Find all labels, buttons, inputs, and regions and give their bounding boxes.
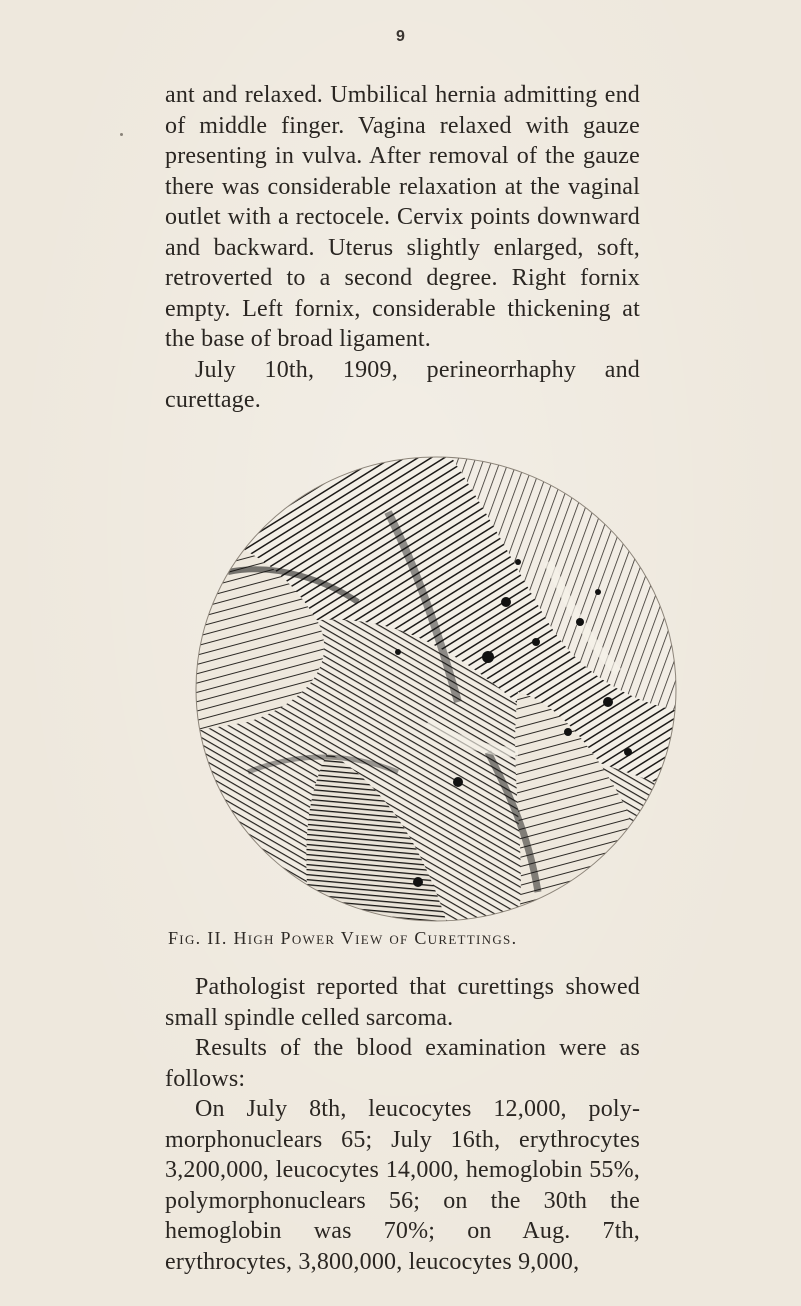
figure-caption-title: High Power View of Curettings. [233,928,518,948]
figure-caption [168,928,668,949]
paragraph-operation-date: July 10th, 1909, perineorrhaphy and curettage. [165,356,640,413]
paragraph-pathology-report: Pathologist reported that curettings showed small spindle celled sarcoma. [165,974,640,1031]
paragraph-blood-results-intro: Results of the blood examination were as follows: [165,1035,640,1092]
micrograph-figure [188,452,684,926]
figure-caption-label: Fig. II. [168,928,228,948]
micrograph-image [188,452,684,926]
paragraph-blood-results: On July 8th, leucocytes 12,000, polymorphonuclears 65; July 16th, erythrocytes 3,200,000, leucocytes 14,000, hemoglobin 55%, polymorphonuclears 56; on the 30th the hemoglobin was 70%; on Aug. 7th, erythrocytes, 3,800,000, leucocytes 9,000, [165,1096,640,1275]
upper-text-block [165,80,640,416]
margin-mark [120,133,123,136]
page-number: 9 [396,28,405,45]
lower-text-block [165,972,640,1277]
paragraph-case-findings: ant and relaxed. Umbilical hernia admitting end of middle finger. Vagina relaxed with gauze presenting in vulva. After removal of the gauze there was considerable relaxation at the vaginal outlet with a rectocele. Cervix points downward and backward. Uterus slightly enlarged, soft, retroverted to a second degree. Right fornix empty. Left fornix, considerable thickening at the base of broad ligament. [165,82,640,352]
